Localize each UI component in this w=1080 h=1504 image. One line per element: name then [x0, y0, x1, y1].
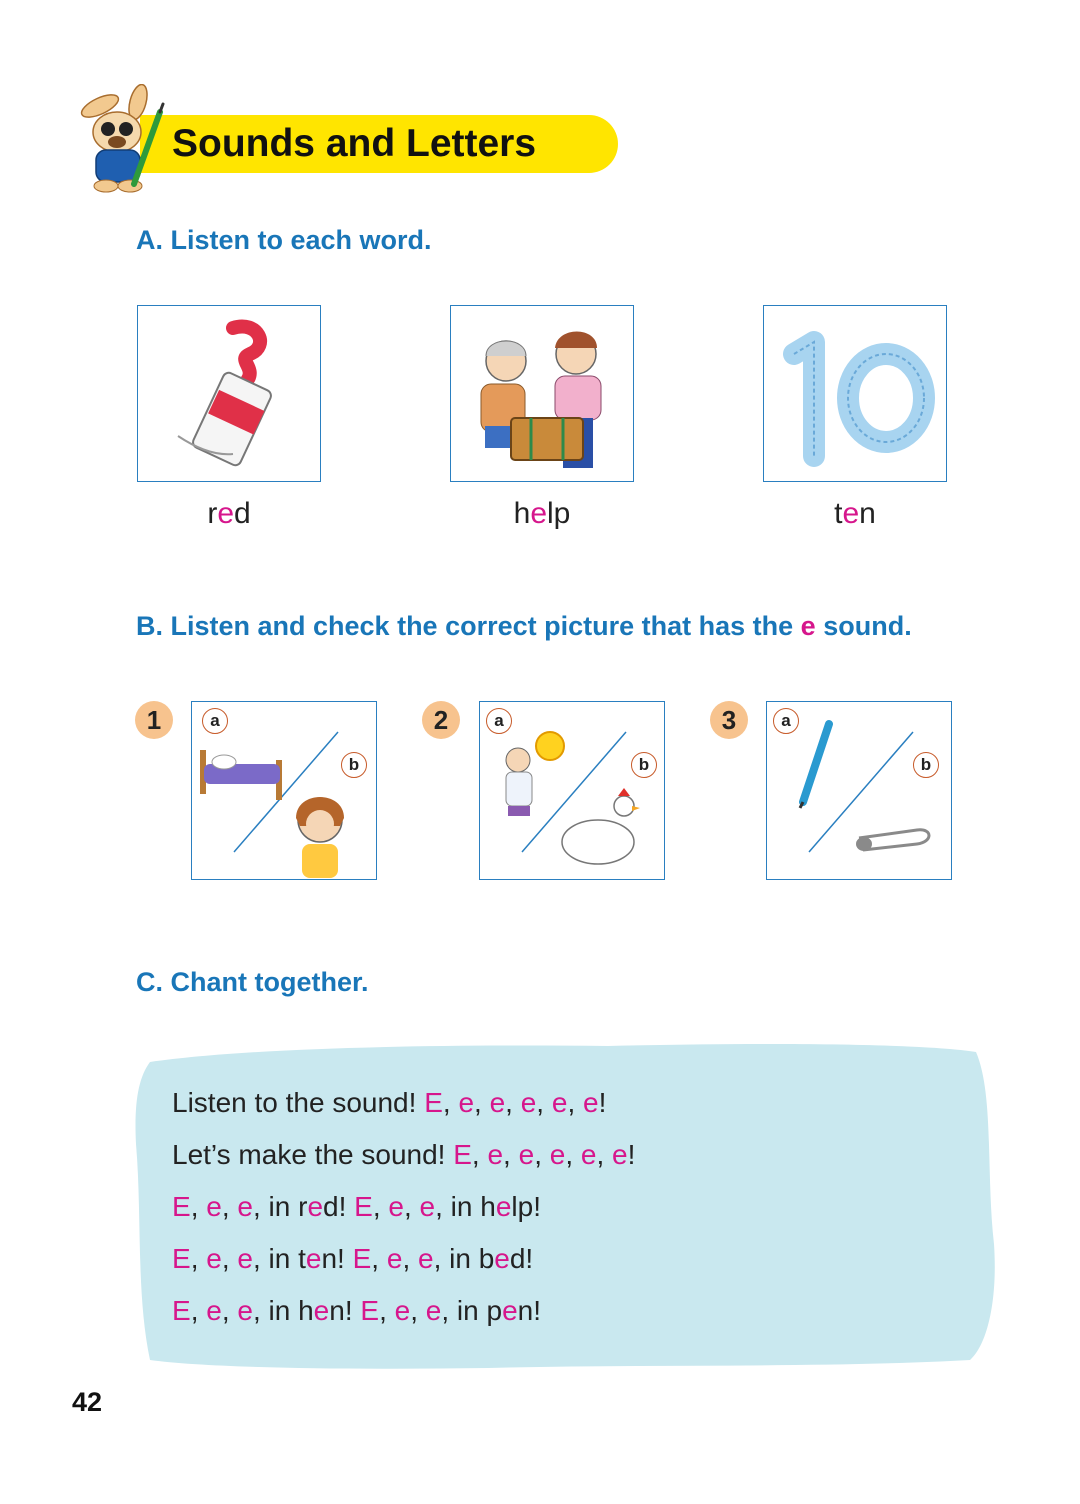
page-number: 42 — [72, 1387, 103, 1417]
chant-vowel: e — [520, 1087, 537, 1118]
section-b-heading-letter: e — [800, 611, 816, 641]
option-3b[interactable]: b — [913, 752, 939, 778]
word-ten-end: n — [859, 497, 876, 530]
chant-text: , in h — [435, 1191, 496, 1222]
option-2a[interactable]: a — [486, 708, 512, 734]
chant-text: , — [190, 1243, 207, 1274]
chant-line-5 — [172, 1295, 541, 1327]
chant-vowel: e — [394, 1295, 411, 1326]
chant-text: , — [410, 1295, 426, 1326]
chant-vowel: e — [580, 1139, 597, 1170]
chant-vowel: E — [172, 1191, 191, 1222]
chant-vowel: E — [360, 1295, 380, 1326]
chant-text: n! — [321, 1243, 353, 1274]
choice-box-3 — [766, 701, 952, 880]
chant-text: , — [371, 1243, 387, 1274]
boy-helping-grandma-icon — [451, 306, 633, 480]
hen-icon — [562, 788, 640, 864]
chant-line-4 — [172, 1243, 533, 1275]
number-ten-icon — [764, 306, 946, 480]
chant-text: , — [442, 1087, 459, 1118]
word-red — [137, 497, 321, 531]
chant-vowel: E — [453, 1139, 472, 1170]
word-red-vowel: e — [217, 497, 234, 530]
chant-text: ! — [598, 1087, 607, 1118]
chant-vowel: E — [172, 1243, 191, 1274]
chant-vowel: e — [313, 1295, 330, 1326]
chant-vowel: e — [518, 1139, 535, 1170]
chant-vowel: E — [424, 1087, 443, 1118]
chant-vowel: e — [489, 1087, 506, 1118]
chant-vowel: e — [206, 1243, 222, 1274]
pen-icon — [800, 724, 829, 808]
chant-vowel: e — [495, 1191, 512, 1222]
section-a-heading: A. Listen to each word. — [136, 225, 432, 255]
chant-text: , — [221, 1243, 238, 1274]
chant-vowel: e — [386, 1243, 403, 1274]
chant-text: , — [190, 1191, 207, 1222]
chant-text: d! — [323, 1191, 355, 1222]
chant-text: , in b — [433, 1243, 495, 1274]
chant-vowel: e — [494, 1243, 510, 1274]
chant-text: , — [190, 1295, 207, 1326]
section-b-heading-end: sound. — [815, 611, 912, 641]
option-3a[interactable]: a — [773, 708, 799, 734]
item-number-1: 1 — [135, 701, 173, 739]
word-red-end: d — [234, 497, 251, 530]
chant-text: , — [221, 1191, 238, 1222]
rabbit-with-pencil-icon — [72, 84, 172, 194]
word-picture-ten — [763, 305, 947, 482]
chant-vowel: e — [418, 1243, 434, 1274]
paint-tube-icon — [138, 306, 320, 480]
chant-vowel: e — [549, 1139, 566, 1170]
chant-text: , in r — [252, 1191, 308, 1222]
girl-icon — [296, 797, 344, 878]
option-1b[interactable]: b — [341, 752, 367, 778]
word-ten-start: t — [834, 497, 843, 530]
chant-text: , — [534, 1139, 550, 1170]
chant-vowel: e — [502, 1295, 518, 1326]
safety-pin-icon — [856, 830, 929, 851]
chant-vowel: e — [237, 1191, 253, 1222]
chant-text: , — [403, 1191, 420, 1222]
chant-vowel: e — [305, 1243, 322, 1274]
chant-text: , — [379, 1295, 395, 1326]
chant-text: Listen to the sound! — [172, 1087, 425, 1118]
option-2b[interactable]: b — [631, 752, 657, 778]
chant-vowel: e — [307, 1191, 324, 1222]
chant-text: , — [565, 1139, 581, 1170]
chant-vowel: e — [419, 1191, 436, 1222]
chant-text: ! — [627, 1139, 636, 1170]
chant-text: , — [596, 1139, 613, 1170]
chant-text: , — [503, 1139, 519, 1170]
choice-box-1 — [191, 701, 377, 880]
section-c-heading: C. Chant together. — [136, 967, 369, 997]
chant-text: , — [221, 1295, 238, 1326]
chant-vowel: e — [425, 1295, 442, 1326]
chant-vowel: e — [388, 1191, 404, 1222]
chant-text: n! — [329, 1295, 361, 1326]
section-b-heading — [136, 611, 912, 642]
item-number-2: 2 — [422, 701, 460, 739]
word-picture-red — [137, 305, 321, 482]
chant-text: n! — [517, 1295, 541, 1326]
word-ten — [763, 497, 947, 531]
chant-text: , — [372, 1191, 389, 1222]
word-help-start: h — [513, 497, 531, 530]
chant-text: , — [471, 1139, 488, 1170]
chant-vowel: e — [237, 1295, 253, 1326]
chant-vowel: E — [172, 1295, 191, 1326]
chant-vowel: e — [583, 1087, 599, 1118]
chant-line-1 — [172, 1087, 606, 1119]
page-title: Sounds and Letters — [172, 122, 537, 165]
word-help-end: lp — [547, 497, 571, 530]
chant-vowel: E — [352, 1243, 372, 1274]
chant-vowel: E — [354, 1191, 373, 1222]
chant-text: , — [402, 1243, 418, 1274]
chant-vowel: e — [487, 1139, 504, 1170]
choice-box-2 — [479, 701, 665, 880]
chant-line-2 — [172, 1139, 635, 1171]
word-help-vowel: e — [530, 497, 547, 530]
chant-vowel: e — [206, 1191, 222, 1222]
chant-text: , — [474, 1087, 490, 1118]
bed-icon — [200, 750, 282, 800]
word-red-start: r — [207, 497, 218, 530]
chant-vowel: e — [206, 1295, 222, 1326]
option-1a[interactable]: a — [202, 708, 228, 734]
chant-text: , in h — [252, 1295, 314, 1326]
word-picture-help — [450, 305, 634, 482]
section-b-heading-text: B. Listen and check the correct picture that has the — [136, 611, 801, 641]
hot-sun-boy-icon — [506, 732, 564, 816]
chant-line-3 — [172, 1191, 541, 1223]
chant-text: , in p — [441, 1295, 503, 1326]
chant-text: , — [505, 1087, 521, 1118]
chant-vowel: e — [551, 1087, 568, 1118]
chant-text: , in t — [252, 1243, 306, 1274]
chant-vowel: e — [458, 1087, 475, 1118]
chant-vowel: e — [612, 1139, 628, 1170]
chant-text: Let’s make the sound! — [172, 1139, 454, 1170]
chant-vowel: e — [237, 1243, 253, 1274]
chant-text: , — [536, 1087, 552, 1118]
item-number-3: 3 — [710, 701, 748, 739]
chant-text: , — [567, 1087, 583, 1118]
word-ten-vowel: e — [842, 497, 860, 530]
word-help — [450, 497, 634, 531]
chant-text: lp! — [511, 1191, 541, 1222]
chant-text: d! — [509, 1243, 534, 1274]
